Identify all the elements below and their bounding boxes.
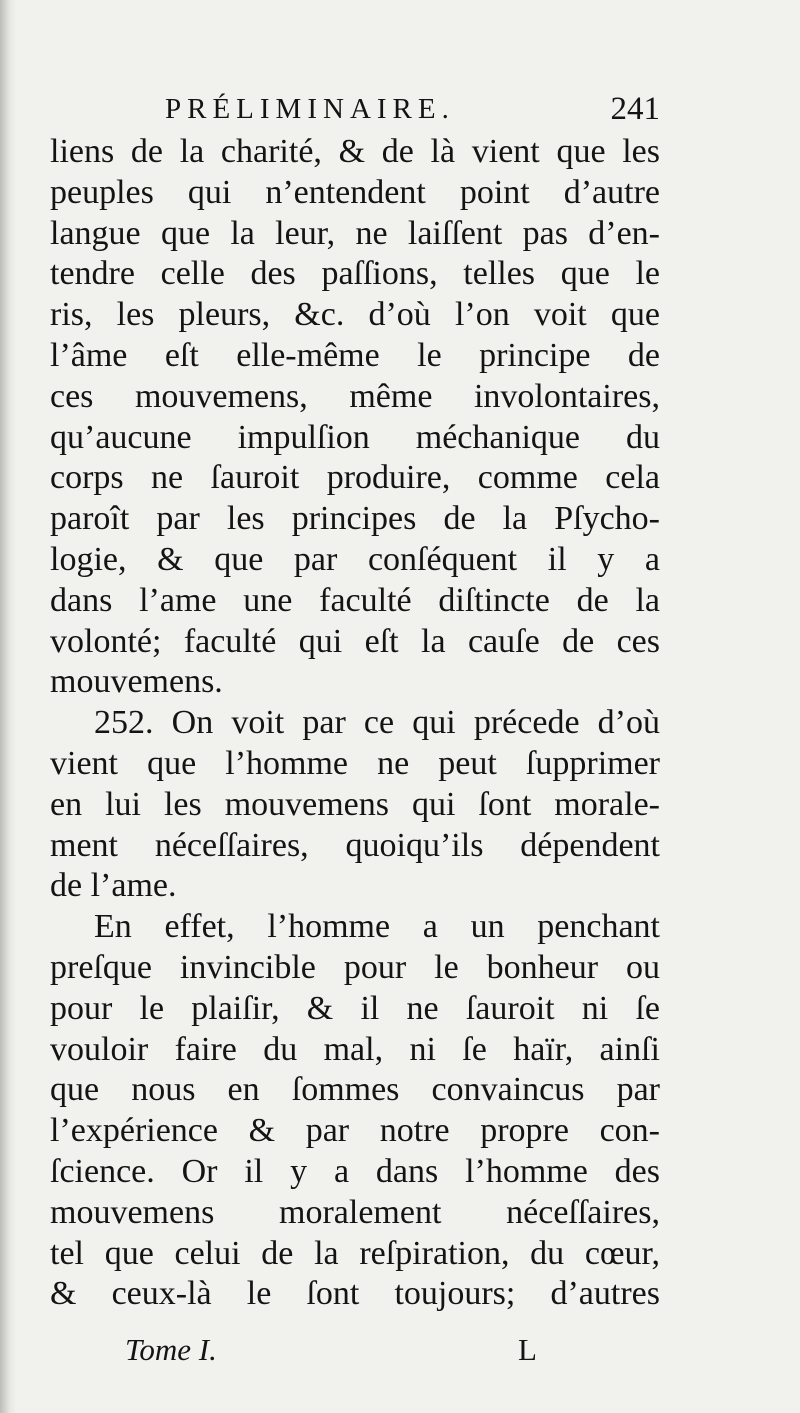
text-line: paroît par les principes de la Pſycho- [50,500,660,538]
page-header [165,86,660,132]
text-line: mouvemens moralement néceſſaires, [50,1193,660,1231]
running-head: PRÉLIMINAIRE. [165,93,455,125]
text-line: ris, les pleurs, &c. d’où l’on voit que [50,296,660,334]
text-line: que nous en ſommes convaincus par [50,1071,660,1109]
text-line: corps ne ſauroit produire, comme cela [50,459,660,497]
text-line: l’expérience & par notre propre con- [50,1112,660,1150]
section-252-start: 252. On voit par ce qui précede d’où [94,704,660,742]
text-line: liens de la charité, & de là vient que les [50,133,660,170]
text-line: tel que celui de la reſpiration, du cœur, [50,1234,660,1272]
text-line: vouloir faire du mal, ni ſe haïr, ainſi [50,1030,660,1068]
text-line: preſque invincible pour le bonheur ou [50,948,660,986]
text-line: qu’aucune impulſion méchanique du [50,418,660,456]
text-line: ſcience. Or il y a dans l’homme des [50,1152,660,1190]
text-line: tendre celle des paſſions, telles que le [50,255,660,293]
paragraph-end-line: mouvemens. [50,663,223,701]
text-line: dans l’ame une faculté diſtincte de la [50,581,660,619]
page-binding-edge [0,0,16,1413]
signature-mark: L [518,1332,537,1367]
text-line: ces mouvemens, même involontaires, [50,377,660,415]
text-line: peuples qui n’entendent point d’autre [50,173,660,211]
volume-mark: Tome I. [125,1332,217,1367]
paragraph-start-line: En effet, l’homme a un penchant [94,908,660,946]
paragraph-end-line: de l’ame. [50,867,177,905]
body-text [50,132,660,1315]
text-line: en lui les mouvemens qui ſont morale- [50,785,660,823]
page-number: 241 [610,91,660,127]
text-line: volonté; faculté qui eſt la cauſe de ces [50,622,660,660]
text-line: logie, & que par conſéquent il y a [50,540,660,578]
text-line: langue que la leur, ne laiſſent pas d’en- [50,214,660,252]
text-line: ment néceſſaires, quoiqu’ils dépendent [50,826,660,864]
text-line: pour le plaiſir, & il ne ſauroit ni ſe [50,989,660,1027]
text-line: l’âme eſt elle-même le principe de [50,336,660,374]
text-line: vient que l’homme ne peut ſupprimer [50,744,660,782]
text-line: & ceux-là le ſont toujours; d’autres [50,1275,660,1313]
